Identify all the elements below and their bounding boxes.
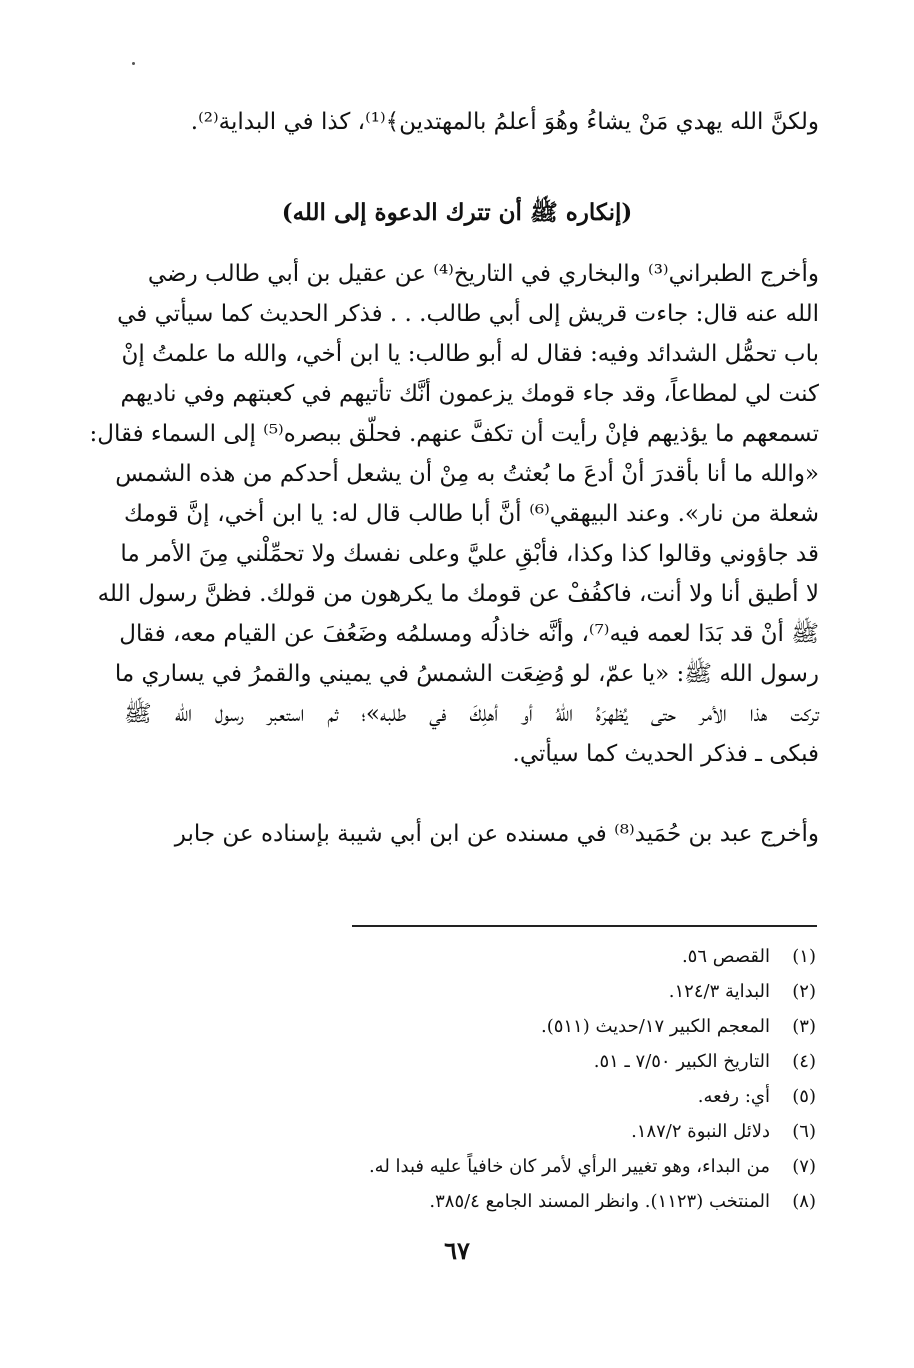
paragraph-line: لا أطيق أنا ولا أنت، فاكفُفْ عن قومك ما يكرهون من قولك. فظنَّ رسول الله [97,581,819,607]
paragraph-line: شعلة من نار». وعند البيهقي⁽⁶⁾ أنَّ أبا طالب قال له: يا ابن أخي، إنَّ قومك [124,501,819,527]
paragraph-line: تركت هذا الأمر حتى يُظهرَهُ اللهُ أو أهلِكَ في طلبه»؛ ثم استعبر رسول الله ﷺ [124,701,819,727]
opening-line: ولكنَّ الله يهدي مَنْ يشاءُ وهُوَ أعلمُ بالمهتدين﴾⁽¹⁾، كذا في البداية⁽²⁾. [190,109,819,135]
page-number: ٦٧ [444,1236,470,1265]
footnote-text: المنتخب (١١٢٣). وانظر المسند الجامع ٣٨٥/٤. [429,1191,770,1212]
paragraph-line: وأخرج عبد بن حُمَيد⁽⁸⁾ في مسنده عن ابن أبي شيبة بإسناده عن جابر [174,821,819,847]
footnote [631,1115,816,1149]
footnote-text: دلائل النبوة ١٨٧/٢. [631,1121,770,1142]
footnote-number: (٣) [792,1016,816,1037]
footnote [369,1150,816,1184]
footnote [669,975,816,1009]
paragraph-line: الله عنه قال: جاءت قريش إلى أبي طالب. . . فذكر الحديث كما سيأتي في [117,301,819,327]
paragraph-line: فبكى ـ فذكر الحديث كما سيأتي. [512,741,819,767]
section-heading: (إنكاره ﷺ أن تترك الدعوة إلى الله) [281,199,633,226]
footnote-number: (١) [792,946,816,967]
footnote-text: من البداء، وهو تغيير الرأي لأمر كان خافياً عليه فبدا له. [368,1156,770,1177]
footnote-number: (٤) [792,1051,816,1072]
paragraph-line: وأخرج الطبراني⁽³⁾ والبخاري في التاريخ⁽⁴⁾ عن عقيل بن أبي طالب رضي [147,261,819,287]
footnote-text: التاريخ الكبير ٧/٥٠ ـ ٥١. [593,1051,770,1072]
footnote [698,1080,816,1114]
paragraph-line: تسمعهم ما يؤذيهم فإنْ رأيت أن تكفَّ عنهم. فحلّق ببصره⁽⁵⁾ إلى السماء فقال: [89,421,819,447]
paragraph-line: ﷺ أنْ قد بَدَا لعمه فيه⁽⁷⁾، وأنَّه خاذلُه ومسلمُه وضَعُفَ عن القيام معه، فقال [119,621,819,647]
paragraph-line: قد جاؤوني وقالوا كذا وكذا، فأبْقِ عليَّ وعلى نفسك ولا تحمِّلْني مِنَ الأمر ما [120,541,819,567]
footnote [594,1045,816,1079]
paragraph-line: كنت لي لمطاعاً، وقد جاء قومك يزعمون أنَّك تأتيهم في كعبتهم وفي ناديهم [120,381,819,407]
footnote-text: القصص ٥٦. [681,946,770,967]
speck-mark [132,62,135,65]
footnote-number: (٨) [792,1191,816,1212]
paragraph-line: رسول الله ﷺ: «يا عمّ، لو وُضِعَت الشمسُ في يميني والقمرُ في يساري ما [114,661,819,687]
footnote-text: البداية ١٢٤/٣. [668,981,770,1002]
footnote [429,1185,816,1219]
footnote [682,940,816,974]
footnote-text: المعجم الكبير ١٧/حديث (٥١١). [540,1016,770,1037]
footnote-number: (٧) [792,1156,816,1177]
footnote-number: (٥) [792,1086,816,1107]
footnote-number: (٦) [792,1121,816,1142]
paragraph-line: باب تحمُّل الشدائد وفيه: فقال له أبو طالب: يا ابن أخي، والله ما علمتُ إنْ [121,341,819,367]
footnote-text: أي: رفعه. [697,1086,770,1107]
footnote [541,1010,816,1044]
footnote-separator [352,925,817,927]
paragraph-line: «والله ما أنا بأقدرَ أنْ أدعَ ما بُعثتُ به مِنْ أن يشعل أحدكم من هذه الشمس [115,461,819,487]
footnote-number: (٢) [792,981,816,1002]
